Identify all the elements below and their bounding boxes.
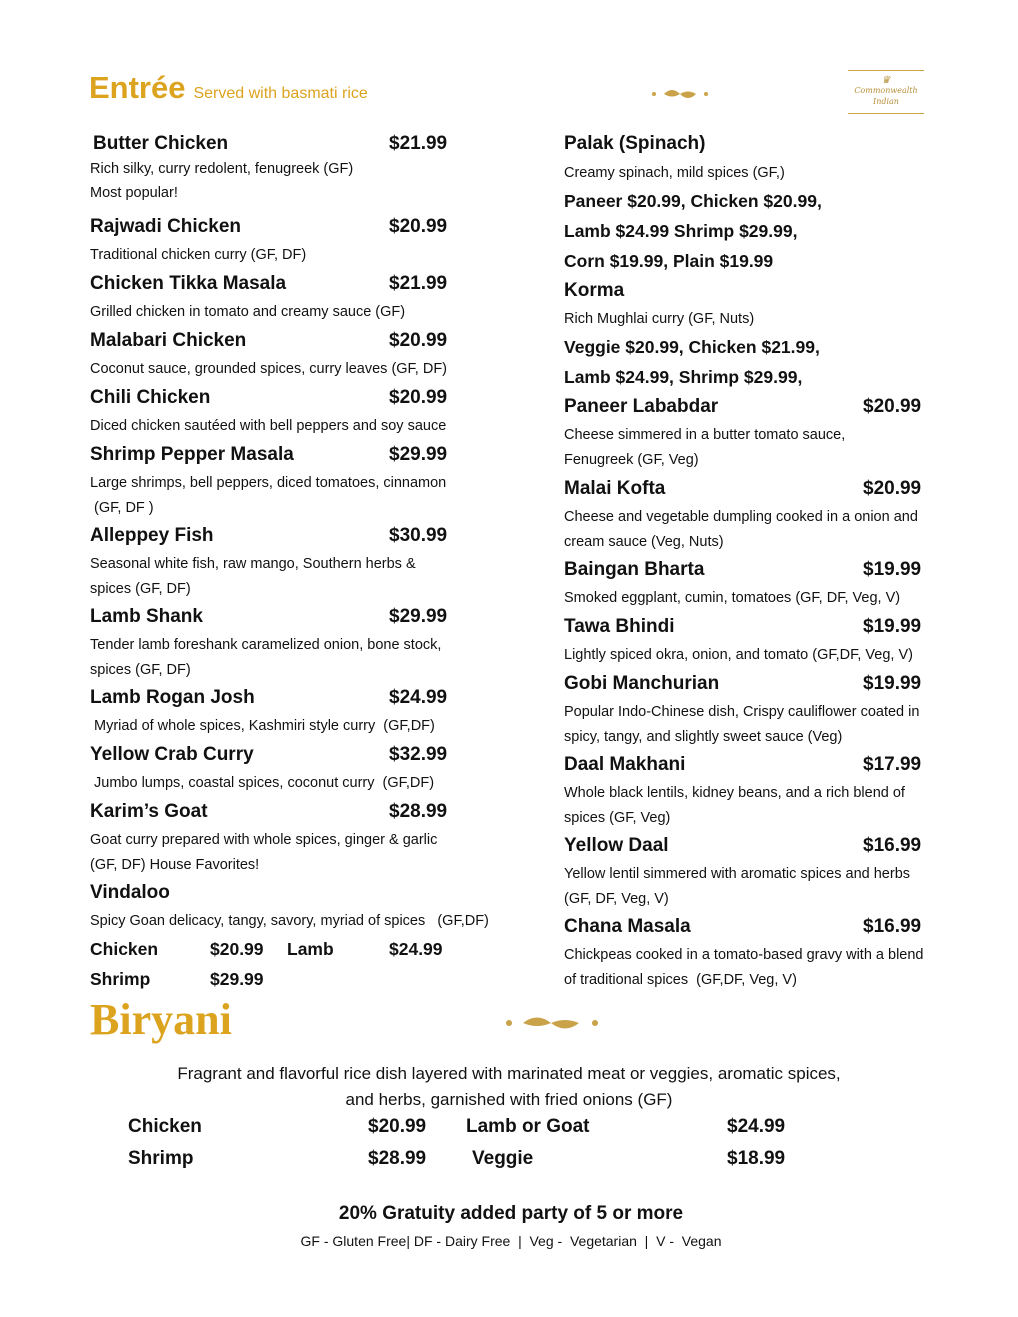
entree-header: [89, 70, 368, 106]
entree-left-column: [90, 131, 510, 994]
item-name: Alleppey Fish: [90, 525, 214, 546]
item-desc: Rich silky, curry redolent, fenugreek (GF): [90, 161, 354, 177]
logo-line2: Indian: [873, 97, 899, 106]
item-name: Tawa Bhindi: [564, 616, 675, 637]
biryani-desc-line1: Fragrant and flavorful rice dish layered with marinated meat or veggies, aromatic spices,: [177, 1064, 841, 1083]
menu-item: [564, 833, 944, 914]
item-desc: Spicy Goan delicacy, tangy, savory, myriad of spices (GF,DF): [90, 913, 489, 929]
menu-item: [564, 752, 944, 833]
menu-item: [90, 385, 510, 442]
item-price: $29.99: [389, 444, 448, 465]
biryani-title: Biryani: [90, 995, 232, 1044]
item-price: $20.99: [389, 387, 448, 408]
logo-line1: Commonwealth: [854, 86, 918, 95]
item-desc: Tender lamb foreshank caramelized onion, bone stock,: [90, 637, 442, 653]
item-desc: Fenugreek (GF, Veg): [564, 451, 699, 468]
item-price: $21.99: [389, 133, 448, 154]
item-options: Lamb $24.99, Shrimp $29.99,: [564, 366, 803, 387]
item-desc: Yellow lentil simmered with aromatic spices and herbs: [564, 866, 911, 882]
item-price: $20.99: [389, 216, 448, 237]
item-price: $19.99: [863, 559, 922, 580]
biryani-prices: [0, 1113, 1018, 1183]
biryani-chicken-price: $20.99: [368, 1116, 427, 1137]
menu-item: [90, 799, 510, 880]
menu-item: [90, 685, 510, 742]
item-name: Shrimp Pepper Masala: [90, 444, 294, 465]
menu-item: [564, 614, 944, 671]
item-options: Lamb $24.99 Shrimp $29.99,: [564, 220, 798, 241]
item-name: Lamb Shank: [90, 606, 203, 627]
item-desc: spices (GF, Veg): [564, 809, 671, 826]
vindaloo-chicken-label: Chicken: [90, 938, 159, 959]
item-options: Corn $19.99, Plain $19.99: [564, 250, 774, 271]
menu-item: [90, 742, 510, 799]
entree-right-column: [564, 131, 944, 995]
item-name: Rajwadi Chicken: [90, 216, 241, 237]
item-name: Vindaloo: [90, 882, 170, 903]
vindaloo-price-row: [90, 964, 510, 994]
item-desc: (GF, DF) House Favorites!: [90, 856, 260, 873]
item-name: Malabari Chicken: [90, 330, 247, 351]
vindaloo-lamb-price: $24.99: [389, 938, 443, 959]
item-desc: Diced chicken sautéed with bell peppers and soy sauce: [90, 418, 447, 434]
item-desc: Whole black lentils, kidney beans, and a rich blend of: [564, 785, 905, 801]
item-price: $21.99: [389, 273, 448, 294]
menu-item: [90, 523, 510, 604]
item-desc: Most popular!: [90, 184, 178, 201]
item-name: Yellow Crab Curry: [90, 744, 254, 765]
biryani-desc-line2: and herbs, garnished with fried onions (GF): [345, 1090, 673, 1109]
item-desc: Coconut sauce, grounded spices, curry leaves (GF, DF): [90, 361, 448, 377]
item-options: Veggie $20.99, Chicken $21.99,: [564, 336, 820, 357]
entree-subtitle: Served with basmati rice: [193, 85, 368, 102]
item-desc: Cheese and vegetable dumpling cooked in a onion and: [564, 509, 918, 525]
item-price: $32.99: [389, 744, 448, 765]
item-price: $19.99: [863, 616, 922, 637]
item-price: $20.99: [863, 396, 922, 417]
menu-item: [564, 476, 944, 557]
item-price: $16.99: [863, 916, 922, 937]
item-name: Baingan Bharta: [564, 559, 705, 580]
menu-item: [564, 394, 944, 476]
item-desc: Goat curry prepared with whole spices, ginger & garlic: [90, 832, 438, 848]
menu-item: [90, 131, 510, 214]
item-desc: (GF, DF, Veg, V): [564, 890, 669, 907]
item-desc: Smoked eggplant, cumin, tomatoes (GF, DF, Veg, V): [564, 590, 901, 606]
biryani-veggie-label: Veggie: [472, 1148, 534, 1169]
biryani-shrimp-label: Shrimp: [128, 1148, 194, 1169]
biryani-veggie-price: $18.99: [727, 1148, 786, 1169]
item-price: $16.99: [863, 835, 922, 856]
item-desc: Myriad of whole spices, Kashmiri style curry (GF,DF): [90, 718, 435, 734]
vindaloo-shrimp-label: Shrimp: [90, 968, 151, 989]
item-name: Chana Masala: [564, 916, 691, 937]
item-desc: Rich Mughlai curry (GF, Nuts): [564, 311, 755, 327]
item-name: Butter Chicken: [93, 133, 229, 154]
item-price: $20.99: [389, 330, 448, 351]
vindaloo-shrimp-price: $29.99: [210, 968, 264, 989]
biryani-ornament-icon: [325, 1012, 780, 1034]
item-name: Daal Makhani: [564, 754, 686, 775]
biryani-shrimp-price: $28.99: [368, 1148, 427, 1169]
item-desc: Grilled chicken in tomato and creamy sauce (GF): [90, 304, 406, 320]
vindaloo-price-row: [90, 934, 510, 964]
menu-item-palak: [564, 131, 944, 278]
item-desc: (GF, DF ): [90, 499, 154, 516]
item-price: $17.99: [863, 754, 922, 775]
item-desc: Popular Indo-Chinese dish, Crispy cauliflower coated in: [564, 704, 920, 720]
vindaloo-lamb-label: Lamb: [287, 938, 334, 959]
item-name: Yellow Daal: [564, 835, 669, 856]
item-name: Korma: [564, 280, 625, 301]
menu-item-vindaloo: [90, 880, 510, 994]
item-name: Lamb Rogan Josh: [90, 687, 255, 708]
item-desc: Lightly spiced okra, onion, and tomato (GF,DF, Veg, V): [564, 647, 913, 663]
restaurant-logo: [848, 70, 924, 114]
item-desc: spicy, tangy, and slightly sweet sauce (Veg): [564, 728, 843, 745]
item-price: $29.99: [389, 606, 448, 627]
item-desc: spices (GF, DF): [90, 661, 191, 678]
dietary-legend: GF - Gluten Free| DF - Dairy Free | Veg - Vegetarian | V - Vegan: [300, 1233, 722, 1249]
header-ornament-icon: [560, 85, 800, 103]
biryani-description: [0, 1061, 1018, 1113]
item-name: Chili Chicken: [90, 387, 211, 408]
menu-item: [90, 271, 510, 328]
item-name: Malai Kofta: [564, 478, 666, 499]
item-desc: Cheese simmered in a butter tomato sauce,: [564, 427, 846, 443]
menu-item: [90, 442, 510, 523]
vindaloo-chicken-price: $20.99: [210, 938, 264, 959]
item-desc: Large shrimps, bell peppers, diced tomatoes, cinnamon: [90, 475, 447, 491]
item-desc: Creamy spinach, mild spices (GF,): [564, 165, 785, 181]
biryani-lamb-goat-price: $24.99: [727, 1116, 786, 1137]
item-price: $19.99: [863, 673, 922, 694]
item-desc: spices (GF, DF): [90, 580, 191, 597]
gratuity-note: 20% Gratuity added party of 5 or more: [338, 1203, 684, 1224]
menu-item: [564, 671, 944, 752]
menu-item: [564, 914, 944, 995]
item-desc: Seasonal white fish, raw mango, Southern herbs &: [90, 556, 416, 572]
crown-icon: ♛: [881, 75, 891, 86]
item-name: Chicken Tikka Masala: [90, 273, 287, 294]
item-desc: cream sauce (Veg, Nuts): [564, 533, 724, 550]
menu-item: [564, 557, 944, 614]
item-options: Paneer $20.99, Chicken $20.99,: [564, 190, 822, 211]
entree-title: Entrée: [89, 70, 186, 105]
item-desc: Chickpeas cooked in a tomato-based gravy with a blend: [564, 947, 924, 963]
item-price: $20.99: [863, 478, 922, 499]
item-price: $24.99: [389, 687, 448, 708]
item-price: $30.99: [389, 525, 448, 546]
item-desc: of traditional spices (GF,DF, Veg, V): [564, 971, 797, 988]
menu-item: [90, 604, 510, 685]
item-desc: Traditional chicken curry (GF, DF): [90, 247, 307, 263]
item-name: Karim’s Goat: [90, 801, 208, 822]
biryani-chicken-label: Chicken: [128, 1116, 202, 1137]
menu-item-korma: [564, 278, 944, 394]
item-desc: Jumbo lumps, coastal spices, coconut curry (GF,DF): [90, 775, 435, 791]
item-name: Palak (Spinach): [564, 133, 706, 154]
item-name: Paneer Lababdar: [564, 396, 719, 417]
menu-item: [90, 214, 510, 271]
item-price: $28.99: [389, 801, 448, 822]
menu-item: [90, 328, 510, 385]
item-name: Gobi Manchurian: [564, 673, 720, 694]
biryani-lamb-goat-label: Lamb or Goat: [466, 1116, 590, 1137]
